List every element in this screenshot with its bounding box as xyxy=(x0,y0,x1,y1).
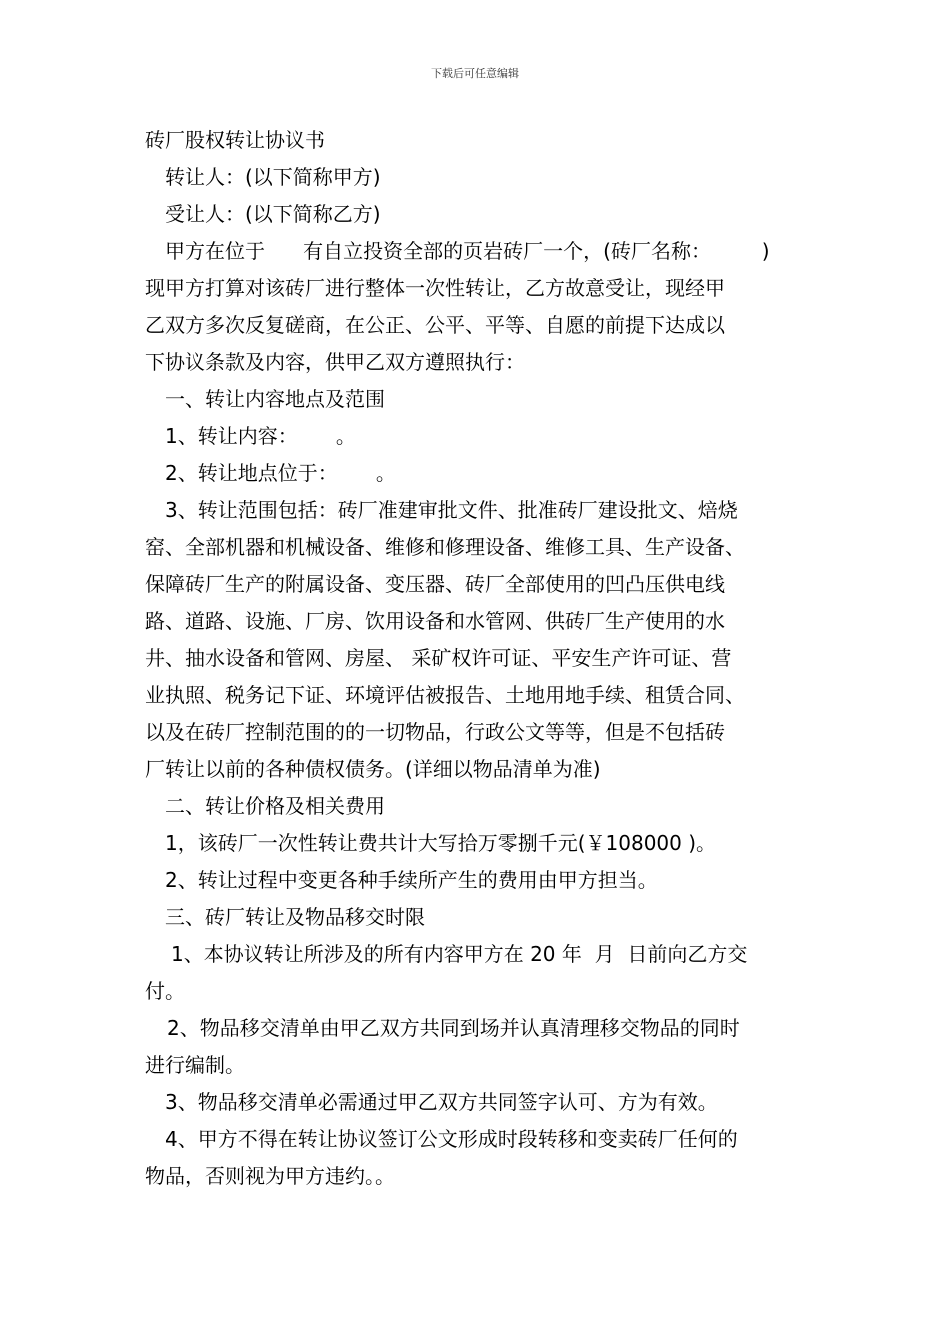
clause-line: 2、转让过程中变更各种手续所产生的费用由甲方担当。 xyxy=(165,868,658,892)
clause-line: 2、转让地点位于： 。 xyxy=(165,461,396,485)
paragraph-line: 厂转让以前的各种债权债务。(详细以物品清单为准) xyxy=(145,757,601,781)
paragraph-line: 下协议条款及内容，供甲乙双方遵照执行： xyxy=(145,350,525,374)
document-body xyxy=(145,122,813,1195)
page-header-note: 下载后可任意编辑 xyxy=(431,67,519,80)
section-heading: 三、砖厂转让及物品移交时限 xyxy=(165,905,425,929)
paragraph-line: 物品，否则视为甲方违约。。 xyxy=(145,1164,395,1188)
clause-line: 1、本协议转让所涉及的所有内容甲方在 20 年 月 日前向乙方交 xyxy=(171,942,748,966)
paragraph-line: 窑、全部机器和机械设备、维修和修理设备、维修工具、生产设备、 xyxy=(145,535,745,559)
paragraph-line: 业执照、税务记下证、环境评估被报告、土地用地手续、租赁合同、 xyxy=(145,683,745,707)
paragraph-line: 付。 xyxy=(145,979,185,1003)
clause-line: 3、转让范围包括：砖厂准建审批文件、批准砖厂建设批文、焙烧 xyxy=(165,498,738,522)
transferee-line: 受让人：(以下简称乙方) xyxy=(165,202,381,226)
paragraph-line: 路、道路、设施、厂房、饮用设备和水管网、供砖厂生产使用的水 xyxy=(145,609,725,633)
paragraph-line: 进行编制。 xyxy=(145,1053,245,1077)
paragraph-line: 甲方在位于 有自立投资全部的页岩砖厂一个，(砖厂名称： ) xyxy=(165,239,770,263)
paragraph-line: 井、抽水设备和管网、房屋、 采矿权许可证、平安生产许可证、营 xyxy=(145,646,732,670)
document-title: 砖厂股权转让协议书 xyxy=(145,128,325,152)
paragraph-line: 乙双方多次反复磋商，在公正、公平、平等、自愿的前提下达成以 xyxy=(145,313,725,337)
paragraph-line: 现甲方打算对该砖厂进行整体一次性转让，乙方故意受让，现经甲 xyxy=(145,276,725,300)
clause-line: 2、物品移交清单由甲乙双方共同到场并认真清理移交物品的同时 xyxy=(167,1016,740,1040)
paragraph-line: 保障砖厂生产的附属设备、变压器、砖厂全部使用的凹凸压供电线 xyxy=(145,572,725,596)
clause-line: 3、物品移交清单必需通过甲乙双方共同签字认可、方为有效。 xyxy=(165,1090,718,1114)
clause-line: 1，该砖厂一次性转让费共计大写拾万零捌千元(￥108000 )。 xyxy=(165,831,717,855)
transferor-line: 转让人：(以下简称甲方) xyxy=(165,165,381,189)
clause-line: 4、甲方不得在转让协议签订公文形成时段转移和变卖砖厂任何的 xyxy=(165,1127,738,1151)
clause-line: 1、转让内容： 。 xyxy=(165,424,356,448)
section-heading: 一、转让内容地点及范围 xyxy=(165,387,385,411)
paragraph-line: 以及在砖厂控制范围的的一切物品，行政公文等等，但是不包括砖 xyxy=(145,720,725,744)
section-heading: 二、转让价格及相关费用 xyxy=(165,794,385,818)
